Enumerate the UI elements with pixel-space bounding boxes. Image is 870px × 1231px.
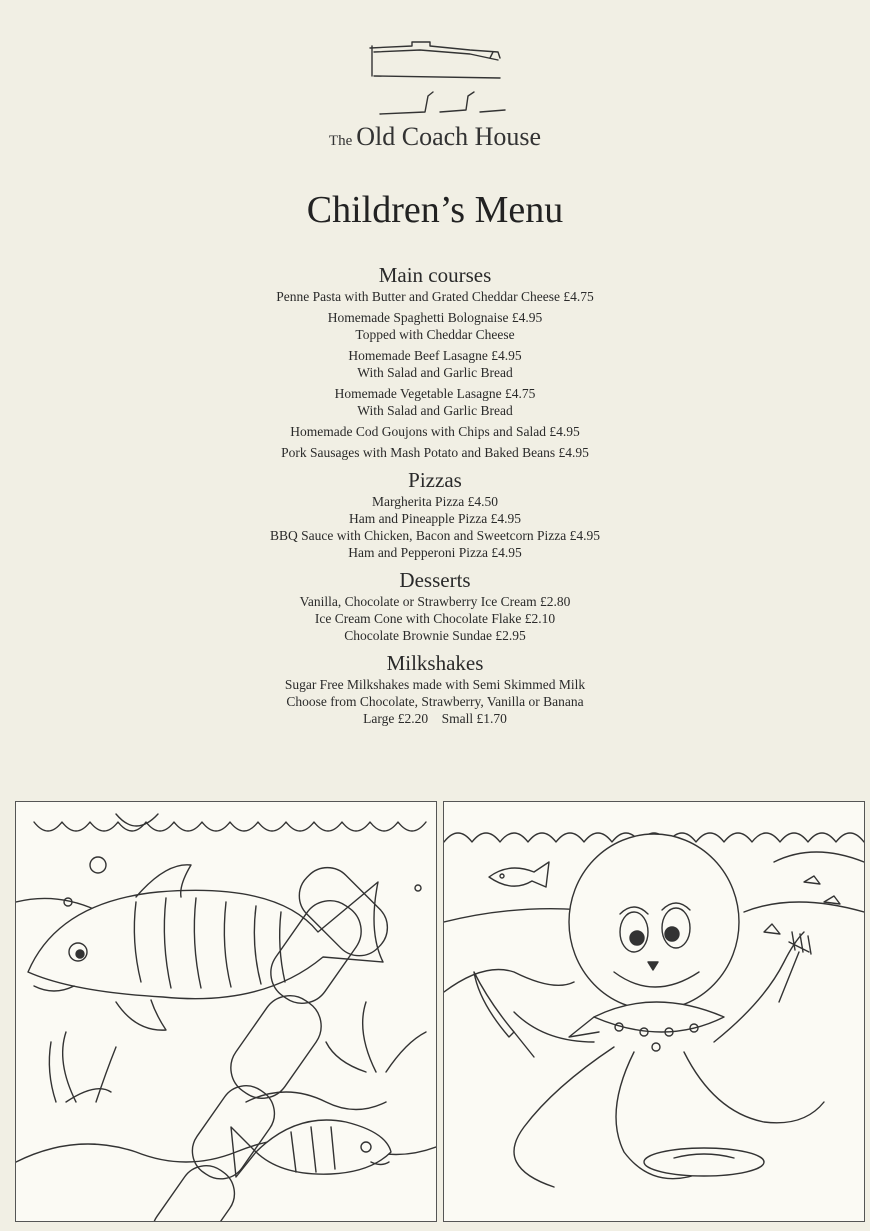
- menu-item-note: Topped with Cheddar Cheese: [355, 327, 515, 342]
- menu-item: Ham and Pineapple Pizza £4.95: [348, 511, 522, 526]
- section-milkshakes: [0, 650, 870, 727]
- brand-the: The: [328, 133, 353, 149]
- menu: [0, 258, 870, 733]
- colouring-panel-fish: [15, 801, 437, 1222]
- menu-item: Choose from Chocolate, Strawberry, Vanilla or Banana: [286, 694, 584, 709]
- colouring-panel-octopus: [443, 801, 865, 1222]
- menu-item: Vanilla, Chocolate or Strawberry Ice Cream £2.80: [299, 594, 571, 609]
- menu-item: Ice Cream Cone with Chocolate Flake £2.10: [314, 611, 556, 626]
- menu-item: Large £2.20 Small £1.70: [363, 711, 507, 726]
- menu-item: Penne Pasta with Butter and Grated Cheddar Cheese £4.75: [276, 289, 594, 304]
- menu-item: Homemade Spaghetti Bolognaise £4.95: [327, 310, 543, 325]
- menu-item: Sugar Free Milkshakes made with Semi Skimmed Milk: [284, 677, 586, 692]
- fish-chain-illustration: [16, 802, 436, 1221]
- menu-item: BBQ Sauce with Chicken, Bacon and Sweetcorn Pizza £4.95: [270, 528, 600, 543]
- menu-item-note: With Salad and Garlic Bread: [357, 365, 513, 380]
- menu-item: Chocolate Brownie Sundae £2.95: [344, 628, 526, 643]
- menu-item: Margherita Pizza £4.50: [371, 494, 499, 509]
- menu-item: Homemade Vegetable Lasagne £4.75: [334, 386, 536, 401]
- section-main-courses: [0, 262, 870, 461]
- section-desserts: [0, 567, 870, 644]
- menu-item: Homemade Beef Lasagne £4.95: [348, 348, 522, 363]
- octopus-illustration: [444, 802, 864, 1221]
- menu-item: Pork Sausages with Mash Potato and Baked Beans £4.95: [281, 445, 589, 460]
- menu-item: Homemade Cod Goujons with Chips and Salad £4.95: [290, 424, 580, 439]
- section-title: Milkshakes: [386, 651, 484, 675]
- page-title: Children’s Menu: [306, 189, 564, 231]
- section-title: Main courses: [378, 263, 492, 287]
- section-title: Pizzas: [408, 468, 462, 492]
- menu-item: Ham and Pepperoni Pizza £4.95: [348, 545, 522, 560]
- brand-name: [0, 122, 870, 152]
- brand-title: Old Coach House: [356, 122, 542, 151]
- section-pizzas: [0, 467, 870, 561]
- menu-item-note: With Salad and Garlic Bread: [357, 403, 513, 418]
- coach-house-logo: [0, 38, 870, 118]
- section-title: Desserts: [399, 568, 471, 592]
